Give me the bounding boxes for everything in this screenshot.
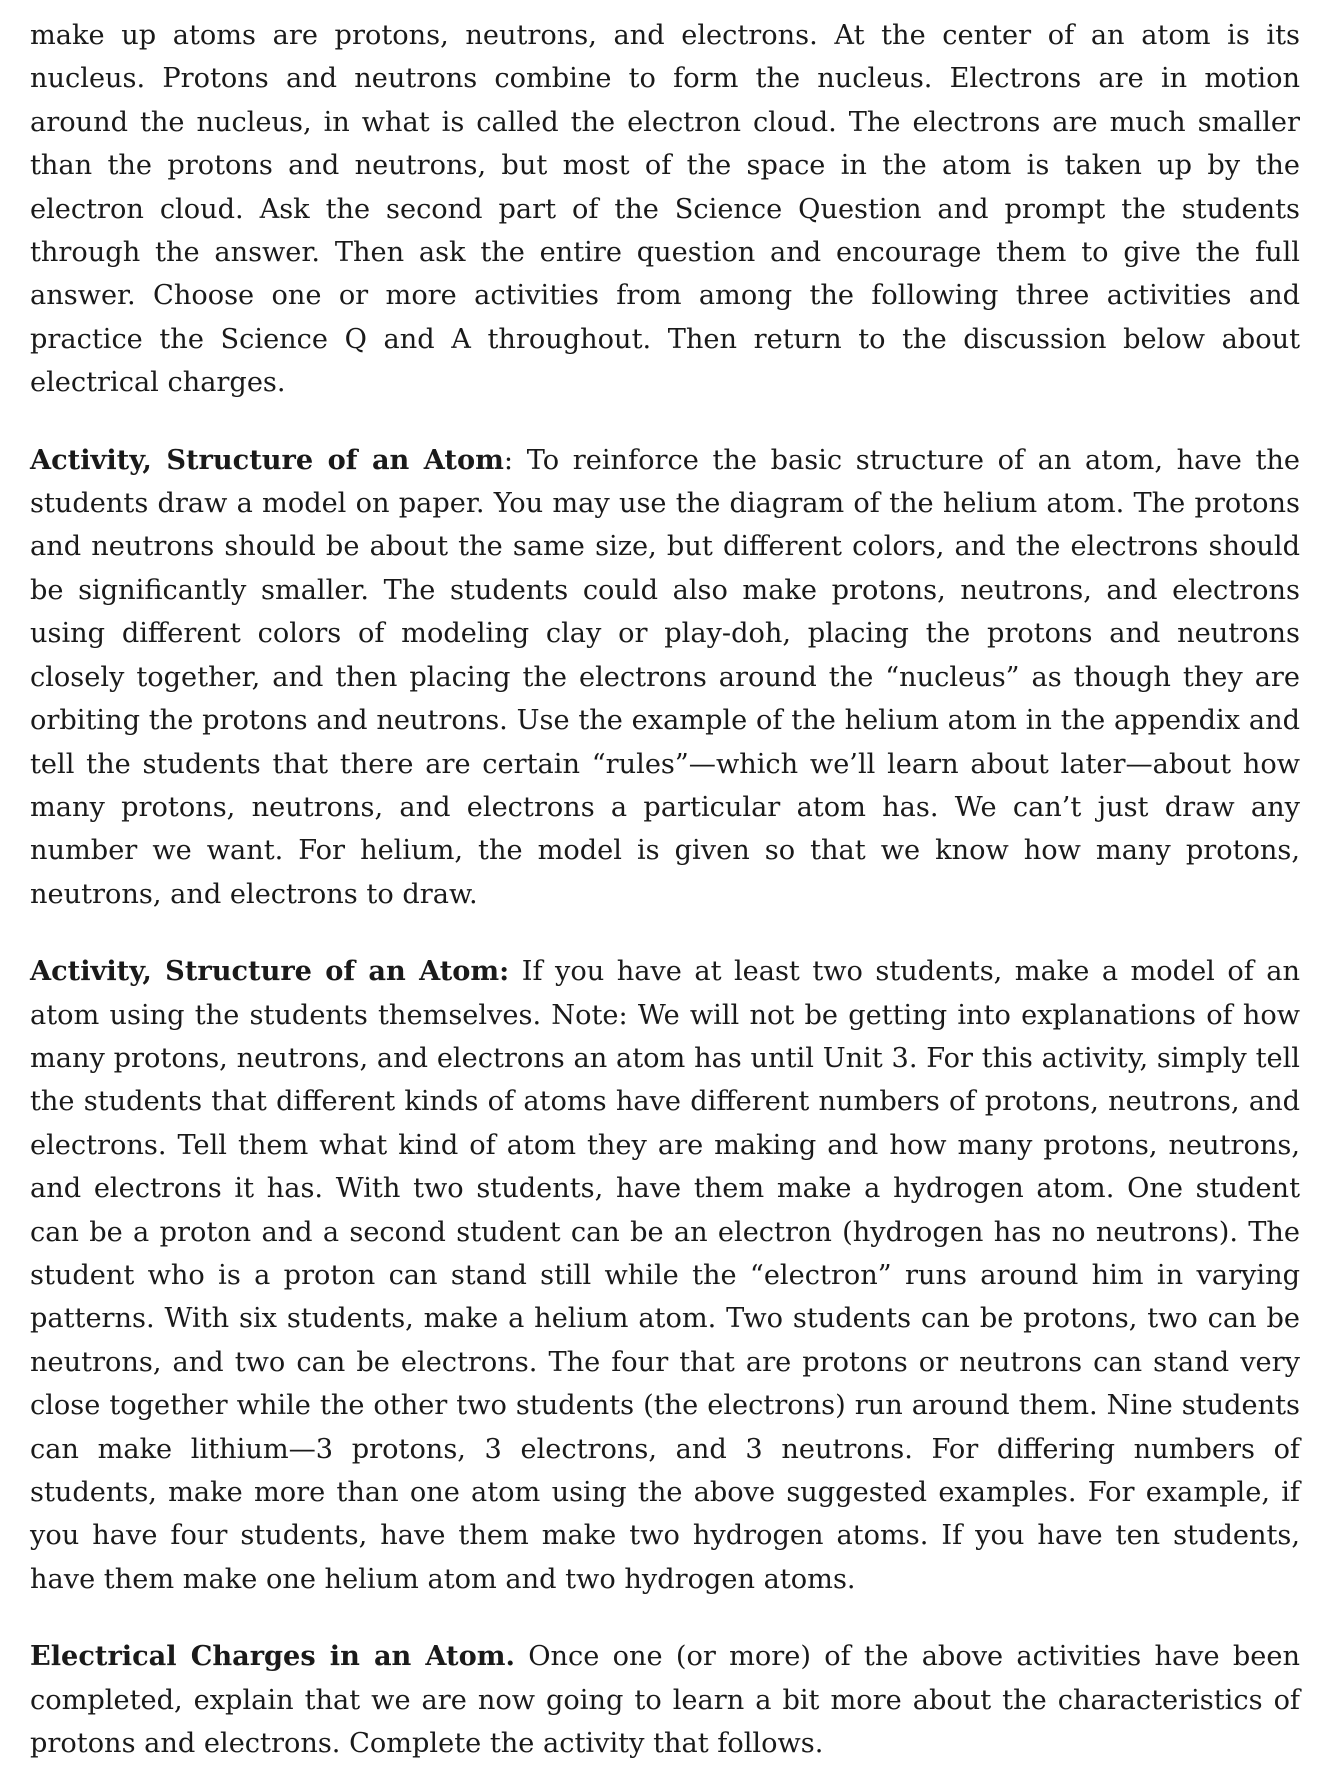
paragraph-text: Once one (or more) of the above activities have been completed, explain that we are now going to learn a bit more about the characteristics of protons and electrons. Complete the activity that follows. (30, 1641, 1300, 1760)
activity-heading: Activity, Structure of an Atom (30, 443, 504, 476)
paragraph-text: make up atoms are protons, neutrons, and electrons. At the center of an atom is its nucleus. Protons and neutrons combine to form the nucleus. Electrons are in motion around the nucleus, in what is called the electron cloud. The electrons are much smaller than the protons and neutrons, but most of the space in the atom is taken up by the electron cloud. Ask the second part of the Science Question and prompt the students through the answer. Then ask the entire question and encourage them to give the full answer. Choose one or more activities from among the following three activities and practice the Science Q and A throughout. Then return to the discussion below about electrical charges. (30, 20, 1300, 399)
paragraph-activity-draw-model (30, 439, 1300, 916)
paragraph-atom-structure-intro (30, 14, 1300, 405)
paragraph-text: If you have at least two students, make a model of an atom using the students themselves. Note: We will not be getting into explanations of how many protons, neutrons, and electrons an atom has until Unit 3. For this activity, simply tell the students that different kinds of atoms have different numbers of protons, neutrons, and electrons. Tell them what kind of atom they are making and how many protons, neutrons, and electrons it has. With two students, have them make a hydrogen atom. One student can be a proton and a second student can be an electron (hydrogen has no neutrons). The student who is a proton can stand still while the “electron” runs around him in varying patterns. With six students, make a helium atom. Two students can be protons, two can be neutrons, and two can be electrons. The four that are protons or neutrons can stand very close together while the other two students (the electrons) run around them. Nine students can make lithium—3 protons, 3 electrons, and 3 neutrons. For differing numbers of students, make more than one atom using the above suggested examples. For example, if you have four students, have them make two hydrogen atoms. If you have ten students, have them make one helium atom and two hydrogen atoms. (30, 956, 1300, 1595)
paragraph-electrical-charges (30, 1635, 1300, 1765)
section-heading: Electrical Charges in an Atom. (30, 1640, 515, 1673)
activity-heading: Activity, Structure of an Atom: (30, 955, 510, 988)
paragraph-activity-student-model (30, 950, 1300, 1601)
paragraph-text: : To reinforce the basic structure of an atom, have the students draw a model on paper. You may use the diagram of the helium atom. The protons and neutrons should be about the same size, but different colors, and the electrons should be significantly smaller. The students could also make protons, neutrons, and electrons using different colors of modeling clay or play-doh, placing the protons and neutrons closely together, and then placing the electrons around the “nucleus” as though they are orbiting the protons and neutrons. Use the example of the helium atom in the appendix and tell the students that there are certain “rules”—which we’ll learn about later—about how many protons, neutrons, and electrons a particular atom has. We can’t just draw any number we want. For helium, the model is given so that we know how many protons, neutrons, and electrons to draw. (30, 444, 1300, 910)
